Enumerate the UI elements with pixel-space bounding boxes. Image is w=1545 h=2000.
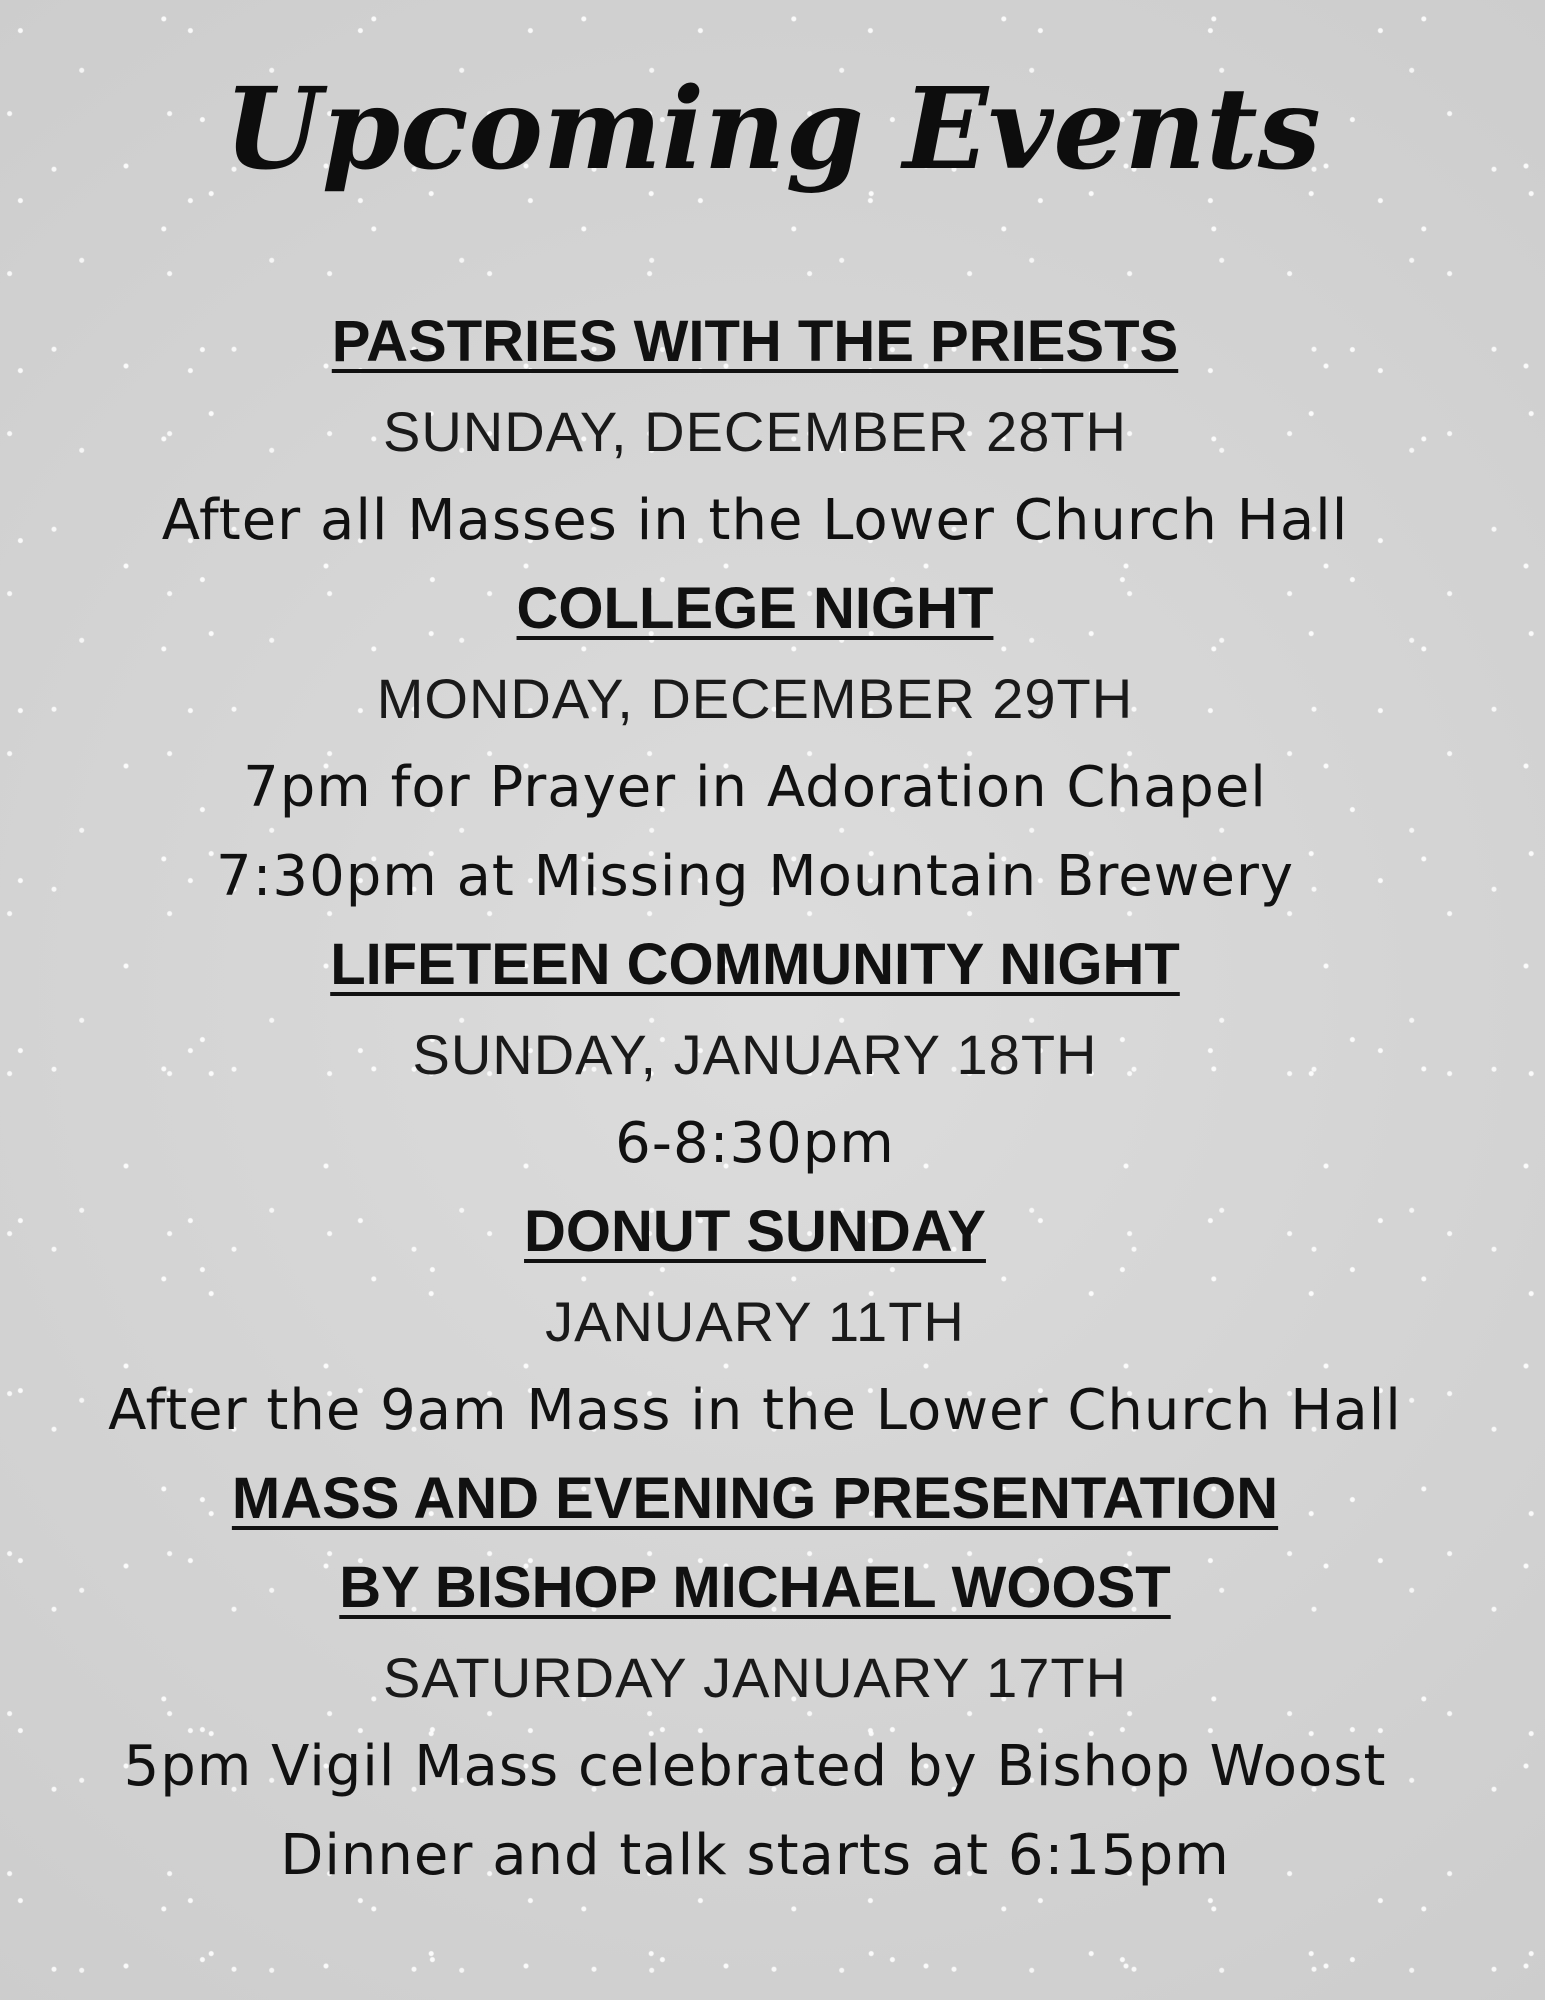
event-heading-bishop-line-2: BY BISHOP MICHAEL WOOST <box>339 1555 1171 1620</box>
event-detail-bishop-dinner: Dinner and talk starts at 6:15pm <box>280 1823 1230 1888</box>
event-date-pastries: SUNDAY, DECEMBER 28TH <box>383 400 1127 463</box>
event-heading-donut-sunday: DONUT SUNDAY <box>524 1199 986 1264</box>
event-date-lifeteen: SUNDAY, JANUARY 18TH <box>412 1023 1098 1086</box>
event-heading-lifeteen: LIFETEEN COMMUNITY NIGHT <box>330 932 1180 997</box>
event-detail-bishop-mass: 5pm Vigil Mass celebrated by Bishop Woost <box>123 1734 1387 1799</box>
event-date-college-night: MONDAY, DECEMBER 29TH <box>376 667 1134 730</box>
event-date-donut-sunday: JANUARY 11TH <box>545 1290 965 1353</box>
event-heading-college-night: COLLEGE NIGHT <box>516 576 994 641</box>
event-detail-college-night-prayer: 7pm for Prayer in Adoration Chapel <box>243 755 1267 820</box>
event-heading-pastries: PASTRIES WITH THE PRIESTS <box>331 309 1179 374</box>
event-detail-donut-sunday-location: After the 9am Mass in the Lower Church Hall <box>108 1378 1402 1443</box>
event-detail-pastries-location: After all Masses in the Lower Church Hall <box>161 488 1349 553</box>
event-detail-lifeteen-time: 6-8:30pm <box>615 1111 895 1176</box>
page-title: Upcoming Events <box>224 64 1321 195</box>
event-detail-college-night-brewery: 7:30pm at Missing Mountain Brewery <box>215 844 1295 909</box>
event-heading-bishop-line-1: MASS AND EVENING PRESENTATION <box>231 1466 1279 1531</box>
event-date-bishop: SATURDAY JANUARY 17TH <box>382 1646 1128 1709</box>
